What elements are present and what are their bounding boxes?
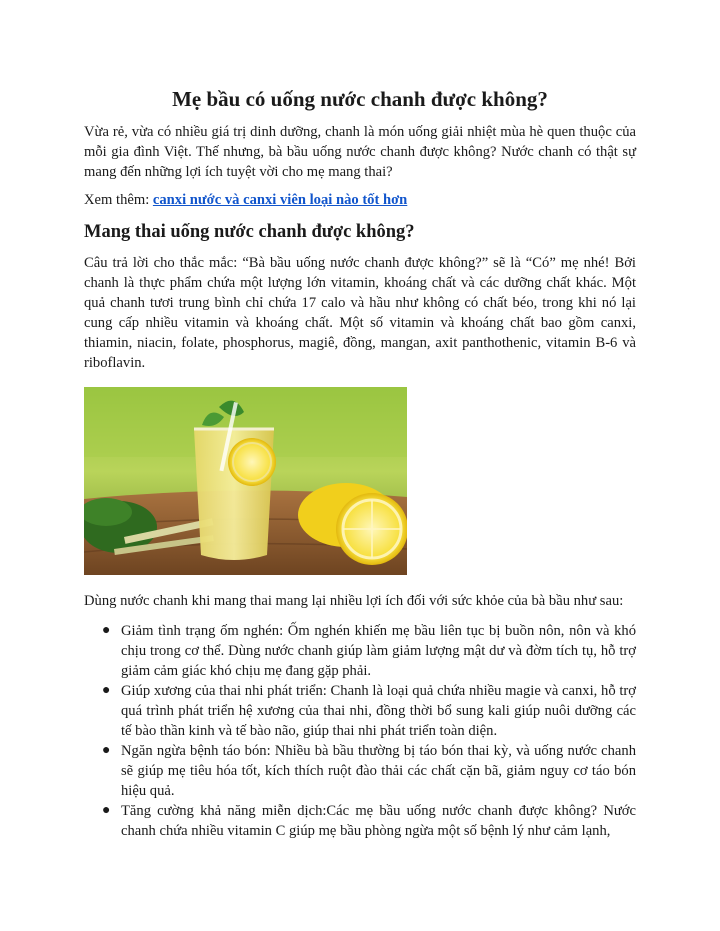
list-item — [84, 801, 636, 841]
list-item-text: Giảm tình trạng ốm nghén: Ốm nghén khiến mẹ bầu liên tục bị buồn nôn, nôn và khó chịu trong cơ thể. Dùng nước chanh giúp làm giảm lượng mật dư và đờm tích tụ, hỗ trợ giảm cảm giác khó chịu mẹ đang gặp phải. — [121, 623, 636, 679]
answer-paragraph: Câu trả lời cho thắc mắc: “Bà bầu uống nước chanh được không?” sẽ là “Có” mẹ nhé! Bởi chanh là thực phẩm chứa một lượng lớn vitamin, khoáng chất và các dưỡng chất khác. Một quả chanh tươi trung bình chỉ chứa 17 calo và hầu như không có chất béo, trong khi nó lại cung cấp nhiều vitamin và khoáng chất. Một số vitamin và khoáng chất bao gồm canxi, thiamin, niacin, folate, phosphorus, magiê, đồng, mangan, axit panthothenic, vitamin B-6 và riboflavin. — [84, 255, 636, 371]
list-item-text: Tăng cường khả năng miễn dịch:Các mẹ bầu uống nước chanh được không? Nước chanh chứa nhiều vitamin C giúp mẹ bầu phòng ngừa một số bệnh lý như cảm lạnh, — [121, 803, 636, 839]
benefits-intro: Dùng nước chanh khi mang thai mang lại nhiều lợi ích đối với sức khỏe của bà bầu như sau: — [84, 593, 624, 609]
intro-paragraph: Vừa rẻ, vừa có nhiều giá trị dinh dưỡng, chanh là món uống giải nhiệt mùa hè quen thuộc của mỗi gia đình Việt. Thế nhưng, bà bầu uống nước chanh được không? Nước chanh có thật sự mang đến những lợi ích tuyệt vời cho mẹ mang thai? — [84, 124, 636, 180]
list-item — [84, 741, 636, 801]
list-item-text: Ngăn ngừa bệnh táo bón: Nhiều bà bầu thường bị táo bón thai kỳ, và uống nước chanh sẽ giúp mẹ tiêu hóa tốt, kích thích ruột đào thải các chất cặn bã, giảm nguy cơ táo bón hiệu quả. — [121, 743, 636, 799]
bullet-icon: ● — [102, 743, 111, 758]
section-heading: Mang thai uống nước chanh được không? — [84, 222, 415, 242]
lemonade-photo — [84, 387, 407, 575]
bullet-icon: ● — [102, 623, 111, 638]
page-title: Mẹ bầu có uống nước chanh được không? — [172, 87, 548, 111]
list-item — [84, 681, 636, 741]
see-also-link[interactable]: canxi nước và canxi viên loại nào tốt hơn — [152, 192, 408, 208]
see-also-prefix: Xem thêm: — [84, 192, 153, 208]
list-item — [84, 621, 636, 681]
list-item-text: Giúp xương của thai nhi phát triển: Chanh là loại quả chứa nhiều magie và canxi, hỗ trợ quá trình phát triển hệ xương của thai nhi, đồng thời bổ sung kali giúp nuôi dưỡng các tế bào thần kinh và tế bào não, giúp thai nhi phát triển toàn diện. — [121, 683, 636, 739]
see-also-line — [84, 190, 636, 210]
document-page — [84, 0, 636, 841]
bullet-icon: ● — [102, 683, 111, 698]
bullet-icon: ● — [102, 803, 111, 818]
benefits-list — [84, 621, 636, 841]
